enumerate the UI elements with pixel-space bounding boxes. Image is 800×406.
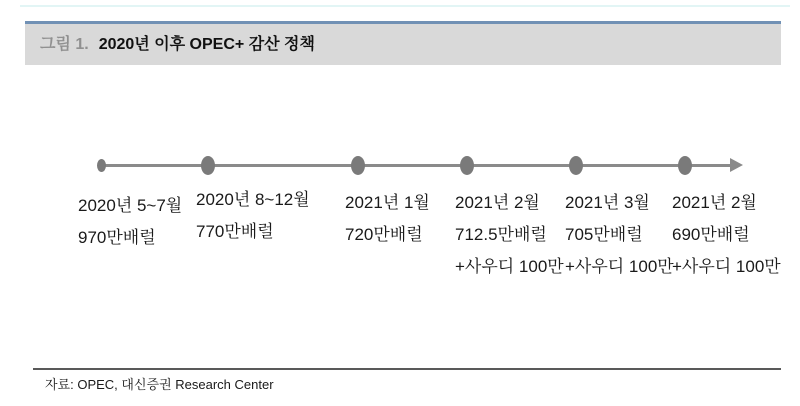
event-amount: 720만배럴 — [345, 225, 423, 244]
timeline-dot — [351, 156, 365, 175]
cropped-top-divider — [20, 5, 790, 7]
event-extra: +사우디 100만 — [565, 257, 674, 276]
source-note: 자료: OPEC, 대신증권 Research Center — [45, 377, 274, 392]
arrow-right-icon — [730, 158, 743, 172]
timeline-axis — [100, 164, 732, 167]
timeline-dot — [678, 156, 692, 175]
event-amount: 705만배럴 — [565, 225, 643, 244]
footer-divider — [33, 368, 781, 370]
event-date: 2021년 2월 — [455, 193, 540, 212]
timeline-event — [672, 187, 781, 283]
event-extra: +사우디 100만 — [455, 257, 564, 276]
event-amount: 970만배럴 — [78, 228, 156, 247]
timeline-event — [345, 187, 430, 251]
event-date: 2021년 2월 — [672, 193, 757, 212]
figure-title: 2020년 이후 OPEC+ 감산 정책 — [98, 36, 315, 53]
timeline-event — [196, 184, 310, 248]
event-extra: +사우디 100만 — [672, 257, 781, 276]
event-date: 2021년 1월 — [345, 193, 430, 212]
timeline-dot — [460, 156, 474, 175]
timeline-dot — [97, 159, 106, 172]
figure-number-label: 그림 1. — [40, 36, 89, 53]
timeline-dot — [569, 156, 583, 175]
figure-header — [25, 21, 781, 65]
event-date: 2020년 5~7월 — [78, 196, 183, 215]
event-date: 2021년 3월 — [565, 193, 650, 212]
event-amount: 712.5만배럴 — [455, 225, 547, 244]
event-amount: 770만배럴 — [196, 222, 274, 241]
timeline-event — [78, 190, 182, 254]
event-date: 2020년 8~12월 — [196, 190, 310, 209]
timeline-dot — [201, 156, 215, 175]
event-amount: 690만배럴 — [672, 225, 750, 244]
timeline-event — [565, 187, 674, 283]
timeline-event — [455, 187, 564, 283]
